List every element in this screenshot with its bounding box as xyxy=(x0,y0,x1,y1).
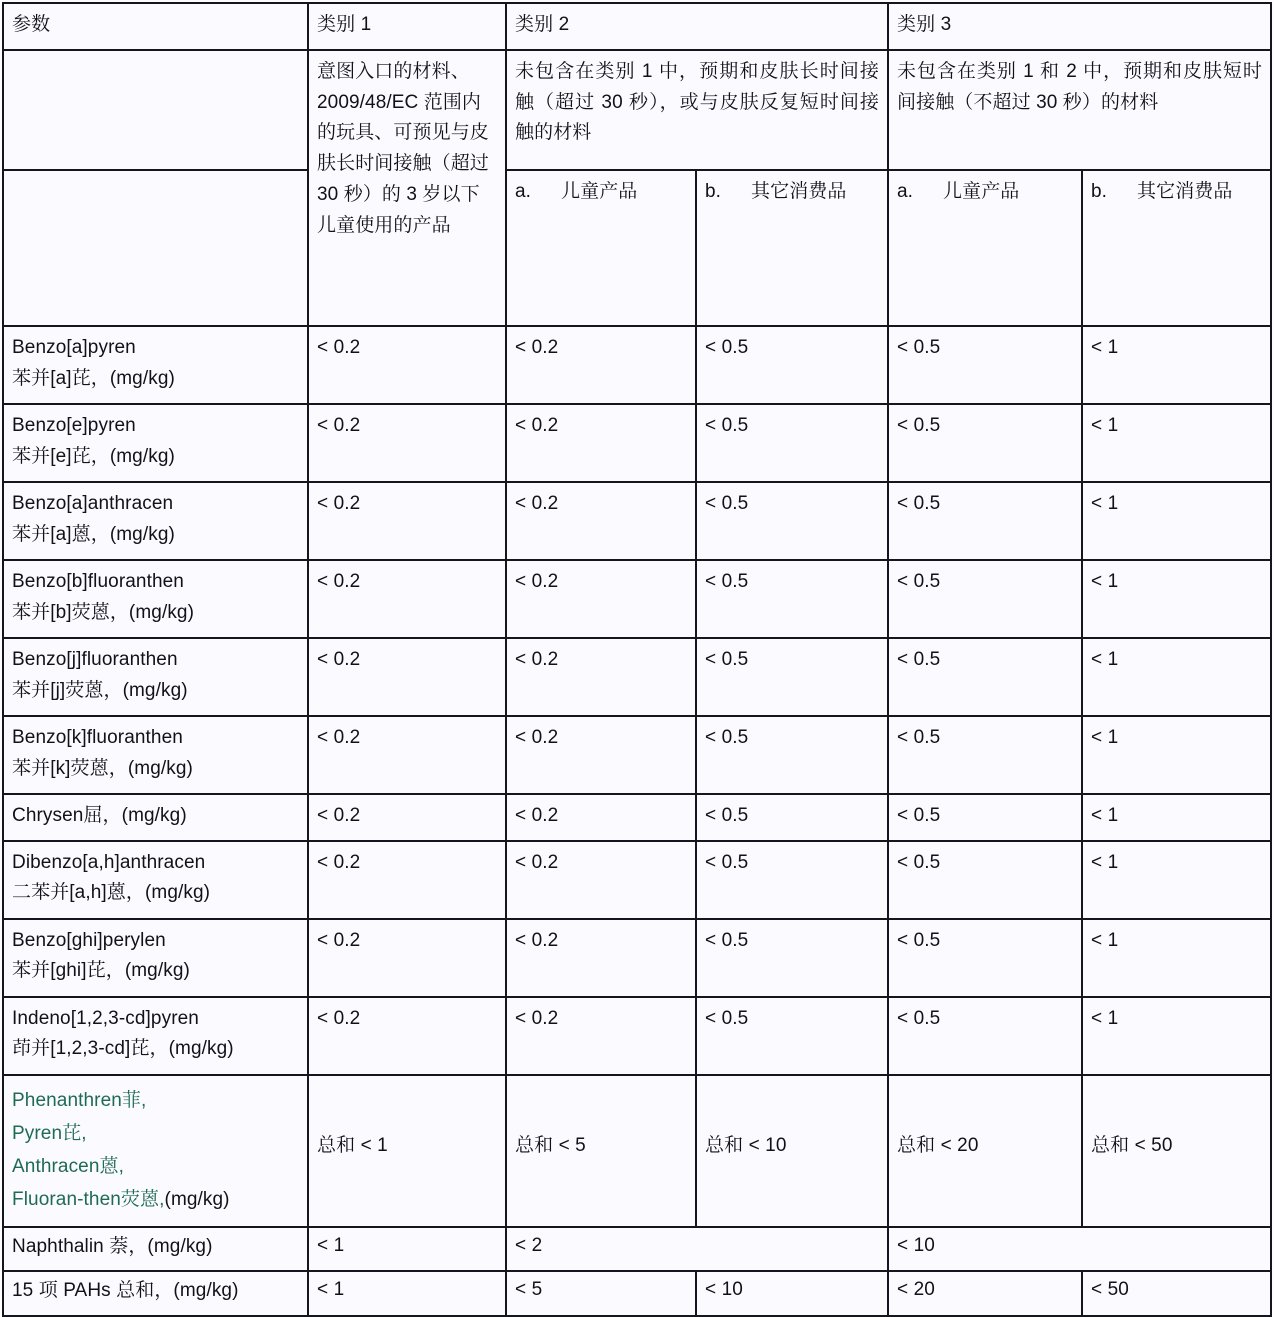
naphthalin-value-cat3: < 10 xyxy=(888,1227,1271,1272)
value-cat2a: < 0.2 xyxy=(506,794,696,841)
header-param-blank xyxy=(3,50,308,170)
value-cat3b: < 1 xyxy=(1082,482,1271,560)
subheader-cat2-b-marker: b. xyxy=(705,180,722,202)
header-row-categories xyxy=(3,3,1271,50)
substance-name-en: Benzo[j]fluoranthen xyxy=(12,648,178,670)
value-cat3b: < 1 xyxy=(1082,326,1271,404)
value-cat1: < 0.2 xyxy=(308,794,506,841)
substance-name-zh: 苯并[a]芘，(mg/kg) xyxy=(12,367,175,389)
value-cat3a: < 0.5 xyxy=(888,841,1082,919)
sum-value-cat1: 总和 < 1 xyxy=(308,1075,506,1227)
sum-group-line-3: Anthracen蒽, xyxy=(12,1156,124,1178)
value-cat1: < 0.2 xyxy=(308,841,506,919)
value-cat1: < 0.2 xyxy=(308,560,506,638)
value-cat3a: < 0.5 xyxy=(888,560,1082,638)
substance-name-en: Benzo[a]anthracen xyxy=(12,492,174,514)
value-cat3b: < 1 xyxy=(1082,560,1271,638)
sum-value-cat3b: 总和 < 50 xyxy=(1082,1075,1271,1227)
header-category-2-description: 未包含在类别 1 中，预期和皮肤长时间接触（超过 30 秒），或与皮肤反复短时间接触的材料 xyxy=(506,50,888,170)
substance-name xyxy=(3,482,308,560)
header-category-3: 类别 3 xyxy=(888,3,1271,50)
table-row-total xyxy=(3,1271,1271,1316)
sum-value-cat2b: 总和 < 10 xyxy=(696,1075,888,1227)
value-cat2a: < 0.2 xyxy=(506,404,696,482)
total-value-cat2b: < 10 xyxy=(696,1271,888,1316)
value-cat2a: < 0.2 xyxy=(506,560,696,638)
substance-name-zh: 茚并[1,2,3-cd]芘，(mg/kg) xyxy=(12,1038,234,1060)
total-value-cat2a: < 5 xyxy=(506,1271,696,1316)
value-cat2b: < 0.5 xyxy=(696,404,888,482)
subheader-cat3-a xyxy=(888,170,1082,326)
value-cat1: < 0.2 xyxy=(308,482,506,560)
header-category-1: 类别 1 xyxy=(308,3,506,50)
substance-name-en: Benzo[ghi]perylen xyxy=(12,929,166,951)
subheader-cat3-b-label: 其它消费品 xyxy=(1137,180,1233,202)
substance-name-en: Chrysen屈，(mg/kg) xyxy=(12,804,187,826)
subheader-cat2-b-label: 其它消费品 xyxy=(751,180,847,202)
value-cat3b: < 1 xyxy=(1082,404,1271,482)
value-cat2b: < 0.5 xyxy=(696,841,888,919)
substance-name xyxy=(3,919,308,997)
sum-group-line-1: Phenanthren菲, xyxy=(12,1089,147,1111)
substance-name xyxy=(3,997,308,1075)
total-name: 15 项 PAHs 总和，(mg/kg) xyxy=(3,1271,308,1316)
substance-name xyxy=(3,326,308,404)
header-row-descriptions xyxy=(3,50,1271,170)
header-category-1-description: 意图入口的材料、2009/48/EC 范围内的玩具、可预见与皮肤长时间接触（超过 30 秒）的 3 岁以下儿童使用的产品 xyxy=(308,50,506,326)
value-cat2b: < 0.5 xyxy=(696,560,888,638)
value-cat1: < 0.2 xyxy=(308,716,506,794)
value-cat3a: < 0.5 xyxy=(888,404,1082,482)
value-cat3b: < 1 xyxy=(1082,638,1271,716)
substance-name-en: Benzo[k]fluoranthen xyxy=(12,726,183,748)
subheader-cat3-b xyxy=(1082,170,1271,326)
header-category-3-description: 未包含在类别 1 和 2 中，预期和皮肤短时间接触（不超过 30 秒）的材料 xyxy=(888,50,1271,170)
table-row xyxy=(3,326,1271,404)
total-value-cat3a: < 20 xyxy=(888,1271,1082,1316)
value-cat2b: < 0.5 xyxy=(696,919,888,997)
value-cat2a: < 0.2 xyxy=(506,997,696,1075)
value-cat2a: < 0.2 xyxy=(506,326,696,404)
subheader-cat2-a-marker: a. xyxy=(515,180,532,202)
sum-group-line-4 xyxy=(12,1183,299,1216)
value-cat2a: < 0.2 xyxy=(506,919,696,997)
naphthalin-value-cat2: < 2 xyxy=(506,1227,888,1272)
value-cat2a: < 0.2 xyxy=(506,482,696,560)
table-row xyxy=(3,482,1271,560)
value-cat1: < 0.2 xyxy=(308,919,506,997)
value-cat3b: < 1 xyxy=(1082,997,1271,1075)
sum-group-names xyxy=(3,1075,308,1227)
value-cat2b: < 0.5 xyxy=(696,794,888,841)
value-cat3a: < 0.5 xyxy=(888,326,1082,404)
sum-value-cat2a: 总和 < 5 xyxy=(506,1075,696,1227)
substance-name xyxy=(3,794,308,841)
value-cat2b: < 0.5 xyxy=(696,482,888,560)
sum-group-line-2: Pyren芘, xyxy=(12,1122,87,1144)
substance-name-zh: 苯并[b]荧蒽，(mg/kg) xyxy=(12,601,195,623)
sum-group-unit: (mg/kg) xyxy=(164,1189,230,1211)
header-category-2: 类别 2 xyxy=(506,3,888,50)
substance-name-zh: 二苯并[a,h]蒽，(mg/kg) xyxy=(12,882,211,904)
substance-name xyxy=(3,560,308,638)
substance-name-zh: 苯并[a]蒽，(mg/kg) xyxy=(12,523,175,545)
value-cat1: < 0.2 xyxy=(308,326,506,404)
substance-name-en: Dibenzo[a,h]anthracen xyxy=(12,851,206,873)
value-cat2b: < 0.5 xyxy=(696,716,888,794)
substance-name xyxy=(3,716,308,794)
header-param: 参数 xyxy=(3,3,308,50)
table-row xyxy=(3,560,1271,638)
subheader-cat2-a xyxy=(506,170,696,326)
table-row-sum-group xyxy=(3,1075,1271,1227)
value-cat3a: < 0.5 xyxy=(888,794,1082,841)
total-value-cat3b: < 50 xyxy=(1082,1271,1271,1316)
table-row xyxy=(3,638,1271,716)
value-cat2b: < 0.5 xyxy=(696,997,888,1075)
value-cat2a: < 0.2 xyxy=(506,638,696,716)
subheader-cat2-b xyxy=(696,170,888,326)
subheader-cat3-b-marker: b. xyxy=(1091,180,1108,202)
value-cat3b: < 1 xyxy=(1082,716,1271,794)
sum-group-line-4-text: Fluoran-then荧蒽, xyxy=(12,1189,165,1211)
value-cat3a: < 0.5 xyxy=(888,919,1082,997)
value-cat3a: < 0.5 xyxy=(888,716,1082,794)
pah-limits-table xyxy=(2,2,1272,1317)
substance-name-en: Indeno[1,2,3-cd]pyren xyxy=(12,1007,199,1029)
value-cat2b: < 0.5 xyxy=(696,638,888,716)
value-cat3b: < 1 xyxy=(1082,841,1271,919)
subheader-cat2-a-label: 儿童产品 xyxy=(561,180,638,202)
header-row-subcategories xyxy=(3,170,1271,326)
header-param-blank-2 xyxy=(3,170,308,326)
value-cat3a: < 0.5 xyxy=(888,482,1082,560)
substance-name xyxy=(3,404,308,482)
total-value-cat1: < 1 xyxy=(308,1271,506,1316)
subheader-cat3-a-label: 儿童产品 xyxy=(943,180,1020,202)
naphthalin-value-cat1: < 1 xyxy=(308,1227,506,1272)
substance-name xyxy=(3,841,308,919)
value-cat2a: < 0.2 xyxy=(506,716,696,794)
value-cat1: < 0.2 xyxy=(308,638,506,716)
table-row xyxy=(3,794,1271,841)
table-row xyxy=(3,997,1271,1075)
substance-name xyxy=(3,638,308,716)
value-cat1: < 0.2 xyxy=(308,997,506,1075)
value-cat3a: < 0.5 xyxy=(888,638,1082,716)
substance-name-en: Benzo[b]fluoranthen xyxy=(12,570,184,592)
value-cat1: < 0.2 xyxy=(308,404,506,482)
value-cat3b: < 1 xyxy=(1082,794,1271,841)
substance-name-en: Benzo[e]pyren xyxy=(12,414,136,436)
table-row-naphthalin xyxy=(3,1227,1271,1272)
sum-value-cat3a: 总和 < 20 xyxy=(888,1075,1082,1227)
substance-name-zh: 苯并[j]荧蒽，(mg/kg) xyxy=(12,679,188,701)
substance-name-en: Benzo[a]pyren xyxy=(12,336,136,358)
substance-name-zh: 苯并[ghi]芘，(mg/kg) xyxy=(12,960,190,982)
table-row xyxy=(3,919,1271,997)
subheader-cat3-a-marker: a. xyxy=(897,180,914,202)
value-cat3a: < 0.5 xyxy=(888,997,1082,1075)
substance-name-zh: 苯并[e]芘，(mg/kg) xyxy=(12,445,175,467)
value-cat2b: < 0.5 xyxy=(696,326,888,404)
value-cat3b: < 1 xyxy=(1082,919,1271,997)
substance-name-zh: 苯并[k]荧蒽，(mg/kg) xyxy=(12,757,193,779)
value-cat2a: < 0.2 xyxy=(506,841,696,919)
table-row xyxy=(3,404,1271,482)
table-row xyxy=(3,841,1271,919)
table-row xyxy=(3,716,1271,794)
naphthalin-name: Naphthalin 萘，(mg/kg) xyxy=(3,1227,308,1272)
